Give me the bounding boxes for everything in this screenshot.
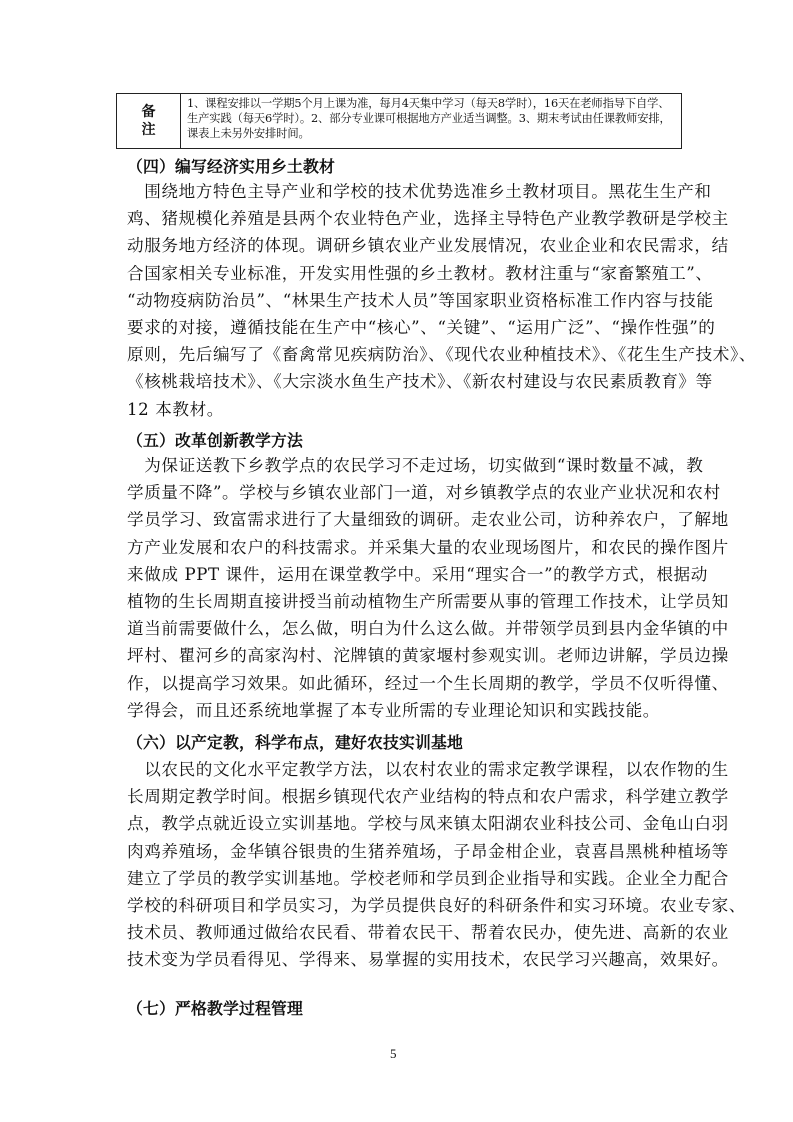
paragraph-line: 长周期定教学时间。根据乡镇现代农产业结构的特点和农户需求，科学建立教学: [127, 787, 729, 807]
section-heading-5: （五）改革创新教学方法: [127, 431, 303, 450]
remarks-line: 生产实践（每天6学时）。2、部分专业课可根据地方产业适当调整。3、期末考试由任课教师安排，: [187, 112, 671, 125]
section-paragraph-4: [127, 178, 757, 423]
page-number: 5: [390, 1046, 397, 1061]
remarks-label-char-1: 备: [141, 104, 156, 120]
paragraph-line: 原则，先后编写了《畜禽常见疾病防治》、《现代农业种植技术》、《花生生产技术》、: [127, 345, 757, 365]
paragraph-line: 坪村、瞿河乡的高家沟村、沱牌镇的黄家堰村参观实训。老师边讲解，学员边操: [127, 646, 729, 666]
paragraph-line: 技术变为学员看得见、学得来、易掌握的实用技术，农民学习兴趣高，效果好。: [127, 950, 729, 970]
paragraph-line: 点，教学点就近设立实训基地。学校与凤来镇太阳湖农业科技公司、金龟山白羽: [127, 814, 729, 834]
paragraph-line: 为保证送教下乡教学点的农民学习不走过场，切实做到“课时数量不减，教: [127, 456, 704, 475]
paragraph-line: 学员学习、致富需求进行了大量细致的调研。走农业公司，访种养农户，了解地: [127, 510, 729, 530]
remarks-table: [116, 93, 682, 149]
section-paragraph-6: [127, 756, 746, 974]
remarks-text: [181, 94, 681, 148]
paragraph-line: 肉鸡养殖场，金华镇谷银贵的生猪养殖场，子昂金柑企业，袁喜昌黑桃种植场等: [127, 841, 729, 861]
section-paragraph-5: [127, 452, 729, 724]
remarks-label-char-2: 注: [141, 122, 156, 138]
remarks-line: 课表上未另外安排时间。: [187, 127, 310, 140]
paragraph-line: 方产业发展和农户的科技需求。并采集大量的农业现场图片，和农民的操作图片: [127, 537, 729, 557]
paragraph-line: 建立了学员的教学实训基地。学校老师和学员到企业指导和实践。企业全力配合: [127, 868, 729, 888]
section-heading-7: （七）严格教学过程管理: [127, 999, 303, 1018]
paragraph-line: 技术员、教师通过做给农民看、带着农民干、帮着农民办，使先进、高新的农业: [127, 923, 729, 943]
paragraph-line: 来做成 PPT 课件，运用在课堂教学中。采用“理实合一”的教学方式，根据动: [127, 564, 708, 584]
remarks-label: [117, 94, 181, 148]
paragraph-line: “动物疫病防治员”、“林果生产技术人员”等国家职业资格标准工作内容与技能: [127, 290, 714, 310]
paragraph-line: 动服务地方经济的体现。调研乡镇农业产业发展情况，农业企业和农民需求，结: [127, 236, 729, 256]
paragraph-line: 学校的科研项目和学员实习，为学员提供良好的科研条件和实习环境。农业专家、: [127, 895, 746, 915]
paragraph-line: 道当前需要做什么，怎么做，明白为什么这么做。并带领学员到县内金华镇的中: [127, 619, 729, 639]
paragraph-line: 以农民的文化水平定教学方法，以农村农业的需求定教学课程，以农作物的生: [127, 760, 729, 779]
section-heading-4: （四）编写经济实用乡土教材: [127, 157, 335, 176]
remarks-line: 1、课程安排以一学期5个月上课为准，每月4天集中学习（每天8学时），16天在老师指导下自学、: [187, 97, 670, 110]
paragraph-line: 《核桃栽培技术》、《大宗淡水鱼生产技术》、《新农村建设与农民素质教育》等: [127, 372, 713, 392]
paragraph-line: 要求的对接，遵循技能在生产中“核心”、“关键”、“运用广泛”、“操作性强”的: [127, 317, 716, 337]
paragraph-line: 学质量不降”。学校与乡镇农业部门一道，对乡镇教学点的农业产业状况和农村: [127, 483, 721, 503]
paragraph-line: 植物的生长周期直接讲授当前动植物生产所需要从事的管理工作技术，让学员知: [127, 591, 729, 611]
paragraph-line: 作，以提高学习效果。如此循环，经过一个生长周期的教学，学员不仅听得懂、: [127, 673, 729, 693]
paragraph-line: 合国家相关专业标准，开发实用性强的乡土教材。教材注重与“家畜繁殖工”、: [127, 263, 713, 283]
paragraph-line: 12 本教材。: [127, 399, 224, 419]
paragraph-line: 围绕地方特色主导产业和学校的技术优势选准乡土教材项目。黑花生生产和: [127, 182, 712, 201]
section-heading-6: （六）以产定教，科学布点，建好农技实训基地: [127, 733, 463, 752]
paragraph-line: 鸡、猪规模化养殖是县两个农业特色产业，选择主导特色产业教学教研是学校主: [127, 209, 729, 229]
paragraph-line: 学得会，而且还系统地掌握了本专业所需的专业理论知识和实践技能。: [127, 700, 661, 720]
